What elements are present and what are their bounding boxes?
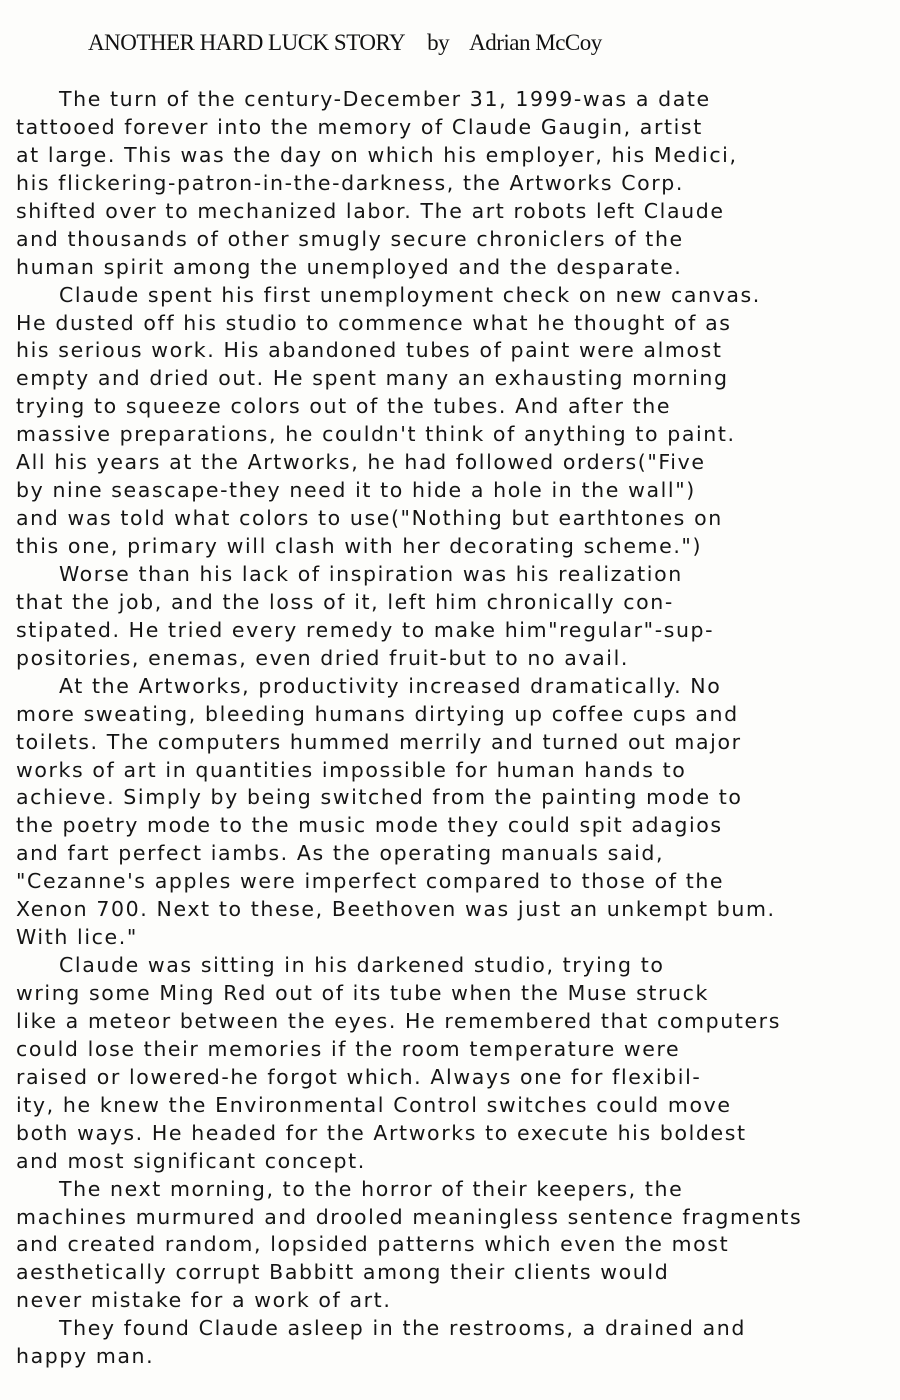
story-line: positories, enemas, even dried fruit-but to no avail. — [16, 645, 630, 670]
story-line: tattooed forever into the memory of Claude Gaugin, artist — [16, 114, 703, 139]
story-title: ANOTHER HARD LUCK STORY — [88, 30, 406, 55]
story-line: The next morning, to the horror of their keepers, the — [59, 1176, 684, 1201]
story-line: both ways. He headed for the Artworks to execute his boldest — [16, 1120, 747, 1145]
story-line: wring some Ming Red out of its tube when the Muse struck — [16, 981, 709, 1005]
story-line: empty and dried out. He spent many an exhausting morning — [16, 366, 729, 391]
story-line: and fart perfect iambs. As the operating manuals said, — [16, 841, 665, 866]
story-line: Claude spent his first unemployment check on new canvas. — [59, 282, 761, 307]
story-line: and was told what colors to use("Nothing but earthtones on — [16, 506, 723, 531]
story-body — [16, 86, 886, 1371]
story-line: shifted over to mechanized labor. The art robots left Claude — [16, 198, 725, 223]
story-line: that the job, and the loss of it, left him chronically con- — [16, 589, 674, 614]
byline-by: by — [427, 30, 450, 55]
story-line: his flickering-patron-in-the-darkness, the Artworks Corp. — [16, 170, 685, 195]
story-line: "Cezanne's apples were imperfect compared to those of the — [16, 869, 725, 894]
story-line: With lice." — [16, 925, 138, 950]
story-line: this one, primary will clash with her decorating scheme.") — [16, 534, 703, 558]
author-name: Adrian McCoy — [469, 30, 602, 55]
story-line: ity, he knew the Environmental Control switches could move — [16, 1092, 732, 1117]
story-line: Claude was sitting in his darkened studio, trying to — [59, 953, 665, 978]
story-line: his serious work. His abandoned tubes of paint were almost — [16, 338, 723, 363]
story-line: machines murmured and drooled meaningless sentence fragments — [16, 1204, 803, 1229]
story-line: and thousands of other smugly secure chroniclers of the — [16, 226, 684, 251]
story-line: They found Claude asleep in the restrooms, a drained and — [59, 1316, 746, 1341]
story-line: the poetry mode to the music mode they could spit adagios — [16, 813, 723, 838]
story-line: and most significant concept. — [16, 1148, 366, 1173]
story-line: achieve. Simply by being switched from the painting mode to — [16, 785, 743, 810]
story-line: more sweating, bleeding humans dirtying up coffee cups and — [16, 701, 739, 726]
story-line: aesthetically corrupt Babbitt among their clients would — [16, 1260, 670, 1285]
story-line: like a meteor between the eyes. He remembered that computers — [16, 1008, 781, 1033]
story-line: human spirit among the unemployed and the desparate. — [16, 254, 683, 279]
story-line: He dusted off his studio to commence what he thought of as — [16, 310, 732, 335]
story-line: works of art in quantities impossible for human hands to — [16, 757, 687, 782]
story-line: trying to squeeze colors out of the tubes. And after the — [16, 394, 672, 419]
story-line: at large. This was the day on which his employer, his Medici, — [16, 142, 738, 167]
story-line: stipated. He tried every remedy to make him"regular"-sup- — [16, 617, 715, 642]
story-line: by nine seascape-they need it to hide a hole in the wall") — [16, 478, 696, 503]
story-line: All his years at the Artworks, he had followed orders("Five — [16, 450, 706, 475]
story-line: Xenon 700. Next to these, Beethoven was just an unkempt bum. — [16, 897, 776, 922]
story-heading — [88, 30, 602, 56]
story-line: toilets. The computers hummed merrily and turned out major — [16, 729, 742, 754]
story-line: never mistake for a work of art. — [16, 1288, 392, 1313]
story-line: massive preparations, he couldn't think of anything to paint. — [16, 422, 736, 447]
story-line: The turn of the century-December 31, 1999-was a date — [59, 87, 711, 111]
story-line: At the Artworks, productivity increased dramatically. No — [59, 673, 722, 698]
story-line: Worse than his lack of inspiration was his realization — [59, 561, 683, 586]
story-line: could lose their memories if the room temperature were — [16, 1036, 681, 1061]
story-line: raised or lowered-he forgot which. Always one for flexibil- — [16, 1064, 702, 1089]
story-line: and created random, lopsided patterns which even the most — [16, 1232, 730, 1257]
story-line: happy man. — [16, 1344, 155, 1369]
